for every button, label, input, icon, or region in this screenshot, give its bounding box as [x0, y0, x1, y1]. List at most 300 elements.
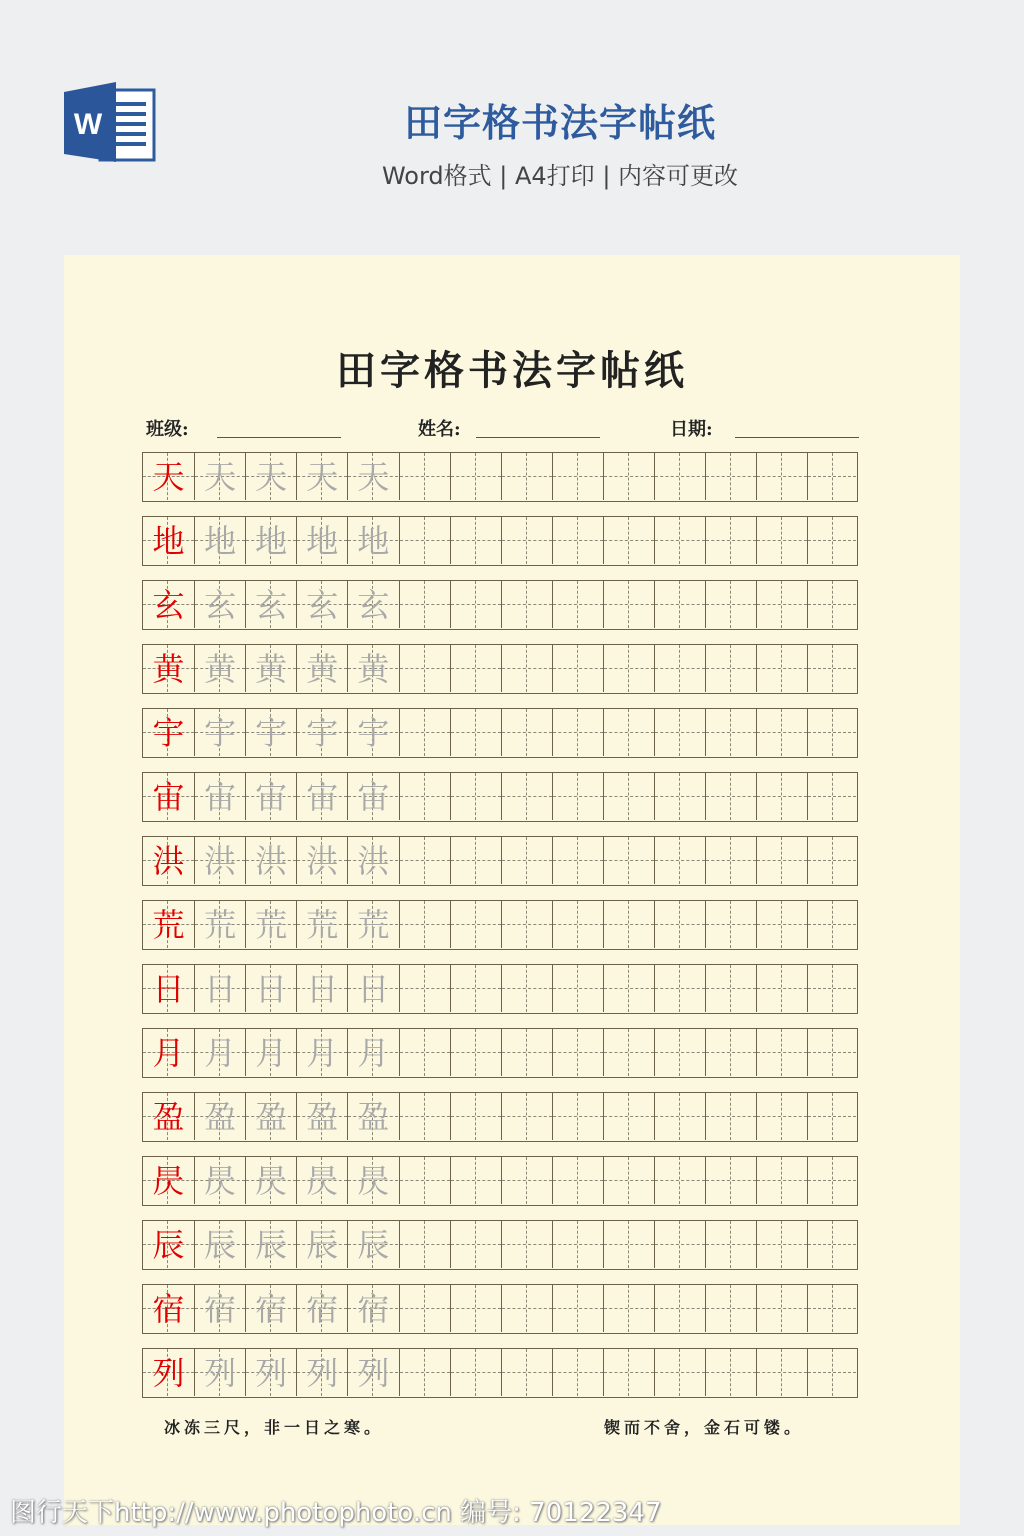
- grid-cell[interactable]: [399, 837, 450, 884]
- grid-cell[interactable]: [347, 1349, 398, 1396]
- grid-cell[interactable]: [399, 709, 450, 756]
- model-character: 宙: [152, 778, 185, 816]
- grid-cell[interactable]: [552, 1029, 603, 1076]
- grid-cell[interactable]: [552, 517, 603, 564]
- grid-cell[interactable]: [552, 581, 603, 628]
- grid-cell[interactable]: [296, 581, 347, 628]
- grid-cell[interactable]: [245, 1157, 296, 1204]
- grid-cell[interactable]: [552, 1285, 603, 1332]
- grid-cell[interactable]: [807, 837, 856, 884]
- grid-cell[interactable]: [399, 1157, 450, 1204]
- grid-cell[interactable]: [347, 1285, 398, 1332]
- grid-cell[interactable]: [399, 1285, 450, 1332]
- grid-cell[interactable]: [807, 1093, 856, 1140]
- grid-cell[interactable]: [654, 1221, 705, 1268]
- grid-cell[interactable]: [705, 1285, 756, 1332]
- trace-character: 日: [204, 970, 237, 1008]
- trace-character: 荒: [255, 906, 288, 944]
- grid-cell[interactable]: [756, 1029, 807, 1076]
- grid-cell[interactable]: [194, 581, 245, 628]
- grid-cell[interactable]: [347, 709, 398, 756]
- class-field-line[interactable]: [217, 437, 341, 438]
- grid-cell[interactable]: [143, 517, 194, 564]
- grid-cell[interactable]: [194, 645, 245, 692]
- promo-subtitle: Word格式 | A4打印 | 内容可更改: [381, 162, 739, 190]
- trace-character: 昃: [306, 1162, 339, 1200]
- model-character: 月: [152, 1034, 185, 1072]
- grid-cell[interactable]: [603, 1157, 654, 1204]
- grid-cell[interactable]: [654, 517, 705, 564]
- grid-cell[interactable]: [450, 453, 501, 500]
- grid-cell[interactable]: [143, 645, 194, 692]
- grid-cell[interactable]: [603, 453, 654, 500]
- grid-cell[interactable]: [501, 901, 552, 948]
- trace-character: 昃: [357, 1162, 390, 1200]
- grid-cell[interactable]: [143, 581, 194, 628]
- date-label: 日期:: [670, 419, 713, 440]
- grid-cell[interactable]: [654, 837, 705, 884]
- grid-cell[interactable]: [705, 837, 756, 884]
- model-character: 昃: [152, 1162, 185, 1200]
- grid-cell[interactable]: [194, 453, 245, 500]
- grid-cell[interactable]: [552, 453, 603, 500]
- grid-cell[interactable]: [807, 645, 856, 692]
- grid-cell[interactable]: [450, 1285, 501, 1332]
- grid-cell[interactable]: [399, 645, 450, 692]
- trace-character: 月: [357, 1034, 390, 1072]
- grid-cell[interactable]: [194, 773, 245, 820]
- grid-row: [142, 1028, 858, 1078]
- grid-cell[interactable]: [654, 645, 705, 692]
- grid-cell[interactable]: [347, 837, 398, 884]
- grid-cell[interactable]: [399, 1029, 450, 1076]
- model-character: 宇: [152, 714, 185, 752]
- trace-character: 宇: [204, 714, 237, 752]
- grid-cell[interactable]: [347, 1093, 398, 1140]
- grid-cell[interactable]: [245, 1093, 296, 1140]
- trace-character: 宿: [357, 1290, 390, 1328]
- grid-cell[interactable]: [296, 517, 347, 564]
- grid-cell[interactable]: [603, 1285, 654, 1332]
- grid-cell[interactable]: [143, 965, 194, 1012]
- grid-cell[interactable]: [705, 645, 756, 692]
- grid-cell[interactable]: [654, 901, 705, 948]
- sheet-title: 田字格书法字帖纸: [336, 347, 688, 394]
- grid-cell[interactable]: [807, 1157, 856, 1204]
- grid-cell[interactable]: [143, 709, 194, 756]
- trace-character: 天: [204, 458, 237, 496]
- trace-character: 月: [204, 1034, 237, 1072]
- grid-row: [142, 580, 858, 630]
- trace-character: 洪: [306, 842, 339, 880]
- grid-cell[interactable]: [450, 709, 501, 756]
- grid-cell[interactable]: [552, 645, 603, 692]
- grid-cell[interactable]: [654, 1349, 705, 1396]
- grid-cell[interactable]: [654, 709, 705, 756]
- grid-cell[interactable]: [296, 1093, 347, 1140]
- grid-cell[interactable]: [501, 1157, 552, 1204]
- trace-character: 黄: [306, 650, 339, 688]
- trace-character: 日: [357, 970, 390, 1008]
- grid-cell[interactable]: [654, 1029, 705, 1076]
- grid-cell[interactable]: [296, 1285, 347, 1332]
- grid-cell[interactable]: [654, 581, 705, 628]
- grid-cell[interactable]: [807, 581, 856, 628]
- grid-cell[interactable]: [143, 453, 194, 500]
- grid-cell[interactable]: [603, 965, 654, 1012]
- grid-cell[interactable]: [501, 1285, 552, 1332]
- trace-character: 地: [204, 522, 237, 560]
- trace-character: 辰: [306, 1226, 339, 1264]
- grid-cell[interactable]: [501, 453, 552, 500]
- footer-quote-left: 冰冻三尺，非一日之寒。: [164, 1418, 385, 1437]
- grid-cell[interactable]: [399, 773, 450, 820]
- trace-character: 列: [306, 1354, 339, 1392]
- grid-cell[interactable]: [552, 837, 603, 884]
- grid-cell[interactable]: [756, 1157, 807, 1204]
- grid-cell[interactable]: [807, 1221, 856, 1268]
- grid-row: [142, 1348, 858, 1398]
- model-character: 列: [152, 1354, 185, 1392]
- grid-cell[interactable]: [399, 965, 450, 1012]
- trace-character: 日: [306, 970, 339, 1008]
- grid-cell[interactable]: [501, 1349, 552, 1396]
- grid-cell[interactable]: [603, 837, 654, 884]
- trace-character: 月: [306, 1034, 339, 1072]
- grid-cell[interactable]: [807, 709, 856, 756]
- grid-cell[interactable]: [807, 517, 856, 564]
- grid-cell[interactable]: [194, 1157, 245, 1204]
- trace-character: 黄: [204, 650, 237, 688]
- promo-title: 田字格书法字帖纸: [403, 101, 716, 145]
- grid-cell[interactable]: [347, 773, 398, 820]
- grid-cell[interactable]: [756, 773, 807, 820]
- grid-cell[interactable]: [143, 1349, 194, 1396]
- grid-cell[interactable]: [143, 1157, 194, 1204]
- grid-cell[interactable]: [756, 1093, 807, 1140]
- trace-character: 洪: [357, 842, 390, 880]
- grid-cell[interactable]: [399, 1349, 450, 1396]
- grid-cell[interactable]: [705, 1093, 756, 1140]
- class-label: 班级:: [146, 419, 189, 440]
- trace-character: 宙: [255, 778, 288, 816]
- grid-cell[interactable]: [705, 901, 756, 948]
- grid-cell[interactable]: [807, 773, 856, 820]
- grid-cell[interactable]: [603, 1349, 654, 1396]
- grid-cell[interactable]: [705, 709, 756, 756]
- grid-cell[interactable]: [347, 581, 398, 628]
- grid-cell[interactable]: [245, 965, 296, 1012]
- grid-cell[interactable]: [756, 1285, 807, 1332]
- trace-character: 宙: [306, 778, 339, 816]
- trace-character: 列: [204, 1354, 237, 1392]
- trace-character: 玄: [306, 586, 339, 624]
- grid-cell[interactable]: [450, 1029, 501, 1076]
- grid-cell[interactable]: [296, 1029, 347, 1076]
- grid-cell[interactable]: [603, 581, 654, 628]
- grid-cell[interactable]: [194, 837, 245, 884]
- trace-character: 地: [255, 522, 288, 560]
- grid-row: [142, 900, 858, 950]
- grid-cell[interactable]: [347, 1157, 398, 1204]
- name-field-line[interactable]: [476, 437, 600, 438]
- grid-cell[interactable]: [399, 517, 450, 564]
- trace-character: 玄: [255, 586, 288, 624]
- grid-row: [142, 1092, 858, 1142]
- grid-cell[interactable]: [245, 1285, 296, 1332]
- grid-cell[interactable]: [756, 1221, 807, 1268]
- model-character: 洪: [152, 842, 185, 880]
- trace-character: 地: [357, 522, 390, 560]
- grid-cell[interactable]: [705, 1157, 756, 1204]
- grid-cell[interactable]: [552, 1093, 603, 1140]
- trace-character: 宇: [357, 714, 390, 752]
- grid-cell[interactable]: [450, 1221, 501, 1268]
- grid-cell[interactable]: [143, 1029, 194, 1076]
- grid-cell[interactable]: [501, 837, 552, 884]
- grid-cell[interactable]: [501, 773, 552, 820]
- trace-character: 盈: [255, 1098, 288, 1136]
- grid-cell[interactable]: [807, 453, 856, 500]
- grid-cell[interactable]: [654, 1093, 705, 1140]
- model-character: 日: [152, 970, 185, 1008]
- trace-character: 黄: [357, 650, 390, 688]
- grid-cell[interactable]: [603, 645, 654, 692]
- grid-cell[interactable]: [807, 1285, 856, 1332]
- name-label: 姓名:: [418, 419, 461, 440]
- trace-character: 天: [306, 458, 339, 496]
- grid-cell[interactable]: [756, 517, 807, 564]
- grid-row: [142, 1220, 858, 1270]
- grid-cell[interactable]: [705, 1029, 756, 1076]
- grid-cell[interactable]: [399, 581, 450, 628]
- grid-cell[interactable]: [245, 1029, 296, 1076]
- trace-character: 昃: [255, 1162, 288, 1200]
- grid-cell[interactable]: [501, 1029, 552, 1076]
- grid-cell[interactable]: [347, 645, 398, 692]
- grid-cell[interactable]: [296, 709, 347, 756]
- grid-cell[interactable]: [245, 773, 296, 820]
- grid-cell[interactable]: [501, 1093, 552, 1140]
- grid-cell[interactable]: [807, 901, 856, 948]
- grid-cell[interactable]: [552, 1349, 603, 1396]
- grid-cell[interactable]: [296, 837, 347, 884]
- trace-character: 宿: [255, 1290, 288, 1328]
- grid-cell[interactable]: [756, 965, 807, 1012]
- grid-cell[interactable]: [399, 453, 450, 500]
- grid-cell[interactable]: [603, 773, 654, 820]
- grid-cell[interactable]: [450, 965, 501, 1012]
- grid-cell[interactable]: [807, 965, 856, 1012]
- model-character: 辰: [152, 1226, 185, 1264]
- grid-cell[interactable]: [501, 965, 552, 1012]
- trace-character: 洪: [204, 842, 237, 880]
- model-character: 盈: [152, 1098, 185, 1136]
- grid-cell[interactable]: [194, 965, 245, 1012]
- grid-cell[interactable]: [194, 1029, 245, 1076]
- grid-cell[interactable]: [450, 1157, 501, 1204]
- grid-cell[interactable]: [194, 709, 245, 756]
- grid-cell[interactable]: [603, 1029, 654, 1076]
- grid-cell[interactable]: [399, 901, 450, 948]
- grid-cell[interactable]: [450, 645, 501, 692]
- word-logo-icon: [64, 82, 156, 162]
- grid-cell[interactable]: [347, 453, 398, 500]
- trace-character: 宇: [306, 714, 339, 752]
- model-character: 玄: [152, 586, 185, 624]
- grid-cell[interactable]: [143, 773, 194, 820]
- grid-cell[interactable]: [245, 1349, 296, 1396]
- grid-cell[interactable]: [807, 1349, 856, 1396]
- grid-cell[interactable]: [245, 581, 296, 628]
- trace-character: 盈: [357, 1098, 390, 1136]
- grid-cell[interactable]: [603, 1221, 654, 1268]
- grid-cell[interactable]: [756, 453, 807, 500]
- trace-character: 玄: [204, 586, 237, 624]
- trace-character: 宇: [255, 714, 288, 752]
- grid-cell[interactable]: [245, 645, 296, 692]
- trace-character: 荒: [306, 906, 339, 944]
- trace-character: 月: [255, 1034, 288, 1072]
- grid-cell[interactable]: [450, 1093, 501, 1140]
- trace-character: 玄: [357, 586, 390, 624]
- grid-cell[interactable]: [654, 773, 705, 820]
- grid-cell[interactable]: [450, 517, 501, 564]
- grid-cell[interactable]: [347, 1029, 398, 1076]
- grid-cell[interactable]: [194, 1285, 245, 1332]
- grid-cell[interactable]: [347, 965, 398, 1012]
- grid-cell[interactable]: [245, 1221, 296, 1268]
- trace-character: 黄: [255, 650, 288, 688]
- grid-cell[interactable]: [245, 709, 296, 756]
- grid-cell[interactable]: [705, 1349, 756, 1396]
- grid-row: [142, 836, 858, 886]
- grid-cell[interactable]: [654, 453, 705, 500]
- grid-cell[interactable]: [450, 837, 501, 884]
- grid-cell[interactable]: [399, 1221, 450, 1268]
- grid-cell[interactable]: [245, 837, 296, 884]
- grid-cell[interactable]: [501, 709, 552, 756]
- trace-character: 天: [357, 458, 390, 496]
- grid-row: [142, 644, 858, 694]
- grid-cell[interactable]: [450, 773, 501, 820]
- grid-cell[interactable]: [705, 1221, 756, 1268]
- grid-cell[interactable]: [194, 901, 245, 948]
- grid-cell[interactable]: [756, 581, 807, 628]
- grid-cell[interactable]: [603, 517, 654, 564]
- grid-cell[interactable]: [654, 965, 705, 1012]
- grid-cell[interactable]: [807, 1029, 856, 1076]
- grid-cell[interactable]: [501, 517, 552, 564]
- grid-cell[interactable]: [552, 773, 603, 820]
- grid-cell[interactable]: [245, 901, 296, 948]
- grid-cell[interactable]: [501, 581, 552, 628]
- grid-cell[interactable]: [143, 1285, 194, 1332]
- grid-cell[interactable]: [296, 1221, 347, 1268]
- grid-cell[interactable]: [603, 709, 654, 756]
- trace-character: 昃: [204, 1162, 237, 1200]
- grid-cell[interactable]: [654, 1157, 705, 1204]
- svg-text:W: W: [73, 108, 103, 141]
- grid-cell[interactable]: [552, 965, 603, 1012]
- trace-character: 天: [255, 458, 288, 496]
- grid-cell[interactable]: [347, 901, 398, 948]
- grid-cell[interactable]: [705, 517, 756, 564]
- grid-cell[interactable]: [296, 773, 347, 820]
- grid-cell[interactable]: [756, 901, 807, 948]
- footer-quote-right: 锲而不舍，金石可镂。: [604, 1418, 805, 1437]
- grid-cell[interactable]: [603, 901, 654, 948]
- grid-cell[interactable]: [756, 645, 807, 692]
- grid-cell[interactable]: [552, 1221, 603, 1268]
- trace-character: 宿: [306, 1290, 339, 1328]
- grid-cell[interactable]: [501, 645, 552, 692]
- grid-cell[interactable]: [296, 965, 347, 1012]
- trace-character: 宙: [357, 778, 390, 816]
- grid-cell[interactable]: [296, 1157, 347, 1204]
- grid-cell[interactable]: [143, 1093, 194, 1140]
- grid-cell[interactable]: [143, 1221, 194, 1268]
- grid-row: [142, 1284, 858, 1334]
- grid-cell[interactable]: [194, 1221, 245, 1268]
- grid-cell[interactable]: [450, 901, 501, 948]
- trace-character: 洪: [255, 842, 288, 880]
- trace-character: 辰: [357, 1226, 390, 1264]
- grid-cell[interactable]: [296, 453, 347, 500]
- model-character: 天: [152, 458, 185, 496]
- grid-cell[interactable]: [705, 965, 756, 1012]
- grid-cell[interactable]: [245, 517, 296, 564]
- grid-cell[interactable]: [705, 773, 756, 820]
- grid-cell[interactable]: [552, 901, 603, 948]
- grid-cell[interactable]: [194, 1349, 245, 1396]
- grid-cell[interactable]: [296, 645, 347, 692]
- grid-cell[interactable]: [450, 1349, 501, 1396]
- grid-row: [142, 708, 858, 758]
- grid-row: [142, 516, 858, 566]
- grid-cell[interactable]: [194, 1093, 245, 1140]
- grid-cell[interactable]: [756, 837, 807, 884]
- practice-sheet: [64, 255, 960, 1525]
- date-field-line[interactable]: [735, 437, 859, 438]
- grid-cell[interactable]: [245, 453, 296, 500]
- grid-cell[interactable]: [143, 837, 194, 884]
- grid-cell[interactable]: [654, 1285, 705, 1332]
- trace-character: 列: [357, 1354, 390, 1392]
- grid-cell[interactable]: [756, 709, 807, 756]
- model-character: 地: [152, 522, 185, 560]
- grid-cell[interactable]: [347, 517, 398, 564]
- grid-cell[interactable]: [501, 1221, 552, 1268]
- grid-cell[interactable]: [705, 581, 756, 628]
- grid-cell[interactable]: [450, 581, 501, 628]
- grid-cell[interactable]: [347, 1221, 398, 1268]
- grid-cell[interactable]: [705, 453, 756, 500]
- grid-cell[interactable]: [552, 709, 603, 756]
- grid-cell[interactable]: [552, 1157, 603, 1204]
- grid-cell[interactable]: [143, 901, 194, 948]
- trace-character: 宙: [204, 778, 237, 816]
- grid-cell[interactable]: [399, 1093, 450, 1140]
- grid-cell[interactable]: [194, 517, 245, 564]
- trace-character: 辰: [204, 1226, 237, 1264]
- grid-cell[interactable]: [756, 1349, 807, 1396]
- grid-cell[interactable]: [603, 1093, 654, 1140]
- grid-cell[interactable]: [296, 1349, 347, 1396]
- trace-character: 盈: [204, 1098, 237, 1136]
- grid-row: [142, 452, 858, 502]
- grid-cell[interactable]: [296, 901, 347, 948]
